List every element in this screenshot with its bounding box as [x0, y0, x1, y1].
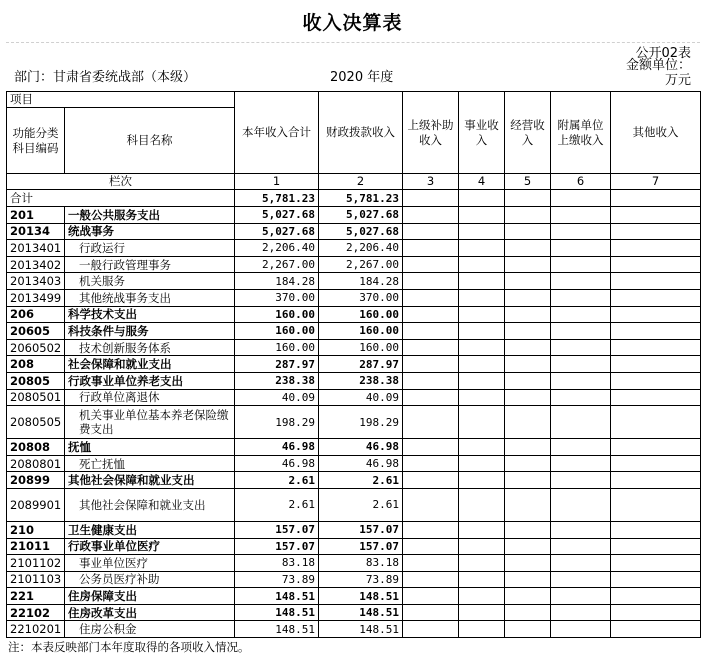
empty-cell — [505, 339, 551, 356]
subject-name: 住房公积金 — [65, 621, 235, 638]
empty-cell — [611, 339, 701, 356]
empty-cell — [611, 555, 701, 572]
total-income: 2,267.00 — [235, 256, 319, 273]
fiscal-income: 160.00 — [319, 323, 403, 340]
empty-cell — [611, 289, 701, 306]
table-row — [7, 488, 701, 521]
total-income: 370.00 — [235, 289, 319, 306]
empty-cell — [403, 406, 459, 439]
subject-code: 2013401 — [7, 240, 65, 257]
subject-code: 2101103 — [7, 571, 65, 588]
empty-cell — [611, 372, 701, 389]
fiscal-income: 2,267.00 — [319, 256, 403, 273]
empty-cell — [551, 240, 611, 257]
subject-name: 事业单位医疗 — [65, 555, 235, 572]
empty-cell — [611, 207, 701, 224]
empty-cell — [403, 207, 459, 224]
subject-name: 卫生健康支出 — [65, 521, 235, 538]
empty-cell — [403, 256, 459, 273]
divider — [6, 42, 700, 44]
unit-line2: 万元 — [664, 73, 691, 88]
total-income: 40.09 — [235, 389, 319, 406]
subject-code: 2013499 — [7, 289, 65, 306]
fiscal-income: 46.98 — [319, 439, 403, 456]
empty-cell — [611, 406, 701, 439]
fiscal-income: 73.89 — [319, 571, 403, 588]
table-row — [7, 372, 701, 389]
subject-name: 其他社会保障和就业支出 — [65, 488, 235, 521]
empty-cell — [611, 439, 701, 456]
empty-cell — [459, 273, 505, 290]
empty-cell — [551, 455, 611, 472]
fiscal-income: 198.29 — [319, 406, 403, 439]
empty-cell — [459, 538, 505, 555]
empty-cell — [551, 223, 611, 240]
total-income: 5,027.68 — [235, 207, 319, 224]
empty-cell — [551, 306, 611, 323]
empty-cell — [505, 439, 551, 456]
empty-cell — [505, 323, 551, 340]
subject-code: 2210201 — [7, 621, 65, 638]
unit-label — [626, 58, 691, 88]
col-num: 7 — [611, 174, 701, 190]
subject-code: 2060502 — [7, 339, 65, 356]
empty-cell — [551, 289, 611, 306]
empty-cell — [459, 323, 505, 340]
total-c1: 5,781.23 — [235, 190, 319, 207]
table-row — [7, 323, 701, 340]
subject-name: 统战事务 — [65, 223, 235, 240]
empty-cell — [551, 389, 611, 406]
empty-cell — [551, 604, 611, 621]
empty-cell — [403, 555, 459, 572]
empty-cell — [459, 207, 505, 224]
empty-cell — [459, 621, 505, 638]
subject-name: 机关服务 — [65, 273, 235, 290]
subject-name: 一般行政管理事务 — [65, 256, 235, 273]
table-row — [7, 223, 701, 240]
empty-cell — [459, 406, 505, 439]
empty-cell — [505, 555, 551, 572]
empty-cell — [459, 472, 505, 489]
fiscal-income: 40.09 — [319, 389, 403, 406]
empty-cell — [403, 538, 459, 555]
empty-cell — [459, 356, 505, 373]
empty-cell — [505, 356, 551, 373]
empty-cell — [459, 240, 505, 257]
total-income: 148.51 — [235, 621, 319, 638]
fiscal-income: 238.38 — [319, 372, 403, 389]
empty-cell — [505, 455, 551, 472]
subject-code: 2089901 — [7, 488, 65, 521]
empty-cell — [611, 604, 701, 621]
empty-cell — [611, 389, 701, 406]
page-title: 收入决算表 — [302, 12, 403, 34]
subject-code: 20899 — [7, 472, 65, 489]
col-num: 5 — [505, 174, 551, 190]
empty-cell — [505, 306, 551, 323]
empty-cell — [551, 538, 611, 555]
table-row — [7, 240, 701, 257]
fiscal-income: 148.51 — [319, 621, 403, 638]
subject-code: 20805 — [7, 372, 65, 389]
total-label: 合计 — [7, 190, 235, 207]
empty-cell — [505, 571, 551, 588]
empty-cell — [505, 240, 551, 257]
subject-code: 20134 — [7, 223, 65, 240]
subject-name: 科技条件与服务 — [65, 323, 235, 340]
empty-cell — [611, 256, 701, 273]
empty-cell — [611, 455, 701, 472]
subject-code: 208 — [7, 356, 65, 373]
header-col6: 附属单位上缴收入 — [551, 92, 611, 174]
subject-code: 21011 — [7, 538, 65, 555]
empty-cell — [551, 356, 611, 373]
empty-cell — [551, 256, 611, 273]
table-row — [7, 555, 701, 572]
total-income: 46.98 — [235, 439, 319, 456]
subject-name: 行政事业单位养老支出 — [65, 372, 235, 389]
table-row — [7, 289, 701, 306]
fiscal-income: 370.00 — [319, 289, 403, 306]
table-row — [7, 604, 701, 621]
header-col2: 财政拨款收入 — [319, 92, 403, 174]
col-num: 1 — [235, 174, 319, 190]
fiscal-income: 5,027.68 — [319, 223, 403, 240]
empty-cell — [505, 521, 551, 538]
total-income: 2,206.40 — [235, 240, 319, 257]
total-income: 5,027.68 — [235, 223, 319, 240]
empty-cell — [459, 604, 505, 621]
header-func-code: 功能分类科目编码 — [7, 108, 65, 174]
empty-cell — [403, 472, 459, 489]
table-row — [7, 406, 701, 439]
empty-cell — [505, 472, 551, 489]
header-subject-name: 科目名称 — [65, 108, 235, 174]
total-income: 238.38 — [235, 372, 319, 389]
empty-cell — [611, 356, 701, 373]
fiscal-income: 160.00 — [319, 339, 403, 356]
empty-cell — [611, 571, 701, 588]
total-income: 198.29 — [235, 406, 319, 439]
fiscal-income: 46.98 — [319, 455, 403, 472]
fiscal-income: 5,027.68 — [319, 207, 403, 224]
empty-cell — [459, 571, 505, 588]
empty-cell — [551, 273, 611, 290]
table-row — [7, 571, 701, 588]
empty-cell — [403, 356, 459, 373]
year-label: 2020 年度 — [330, 70, 394, 85]
empty-cell — [551, 621, 611, 638]
subject-code: 2080505 — [7, 406, 65, 439]
total-income: 73.89 — [235, 571, 319, 588]
empty-cell — [403, 306, 459, 323]
empty-cell — [611, 240, 701, 257]
empty-cell — [611, 538, 701, 555]
empty-cell — [551, 439, 611, 456]
empty-cell — [505, 488, 551, 521]
total-row — [7, 190, 701, 207]
fiscal-income: 2,206.40 — [319, 240, 403, 257]
empty-cell — [611, 472, 701, 489]
table-row — [7, 538, 701, 555]
total-income: 2.61 — [235, 488, 319, 521]
empty-cell — [403, 488, 459, 521]
empty-cell — [459, 256, 505, 273]
empty-cell — [551, 555, 611, 572]
empty-cell — [403, 439, 459, 456]
subject-name: 社会保障和就业支出 — [65, 356, 235, 373]
col-num: 3 — [403, 174, 459, 190]
header-col3: 上级补助收入 — [403, 92, 459, 174]
unit-line1: 金额单位： — [625, 58, 691, 73]
subject-code: 2013402 — [7, 256, 65, 273]
table-row — [7, 389, 701, 406]
fiscal-income: 148.51 — [319, 588, 403, 605]
fiscal-income: 2.61 — [319, 472, 403, 489]
subject-name: 公务员医疗补助 — [65, 571, 235, 588]
empty-cell — [403, 240, 459, 257]
header-row-label: 栏次 — [7, 174, 235, 190]
subject-code: 2080501 — [7, 389, 65, 406]
subject-code: 20808 — [7, 439, 65, 456]
empty-cell — [459, 521, 505, 538]
empty-cell — [505, 207, 551, 224]
total-income: 148.51 — [235, 604, 319, 621]
total-income: 2.61 — [235, 472, 319, 489]
empty-cell — [403, 323, 459, 340]
empty-cell — [611, 223, 701, 240]
empty-cell — [459, 439, 505, 456]
empty-cell — [551, 521, 611, 538]
empty-cell — [403, 289, 459, 306]
empty-cell — [459, 555, 505, 572]
table-row — [7, 521, 701, 538]
table-row — [7, 273, 701, 290]
empty-cell — [505, 289, 551, 306]
empty-cell — [551, 323, 611, 340]
subject-code: 210 — [7, 521, 65, 538]
empty-cell — [403, 604, 459, 621]
fiscal-income: 157.07 — [319, 538, 403, 555]
fiscal-income: 83.18 — [319, 555, 403, 572]
empty-cell — [459, 455, 505, 472]
total-income: 157.07 — [235, 521, 319, 538]
total-income: 160.00 — [235, 339, 319, 356]
subject-code: 2101102 — [7, 555, 65, 572]
col-num: 4 — [459, 174, 505, 190]
table-row — [7, 472, 701, 489]
subject-name: 科学技术支出 — [65, 306, 235, 323]
subject-name: 死亡抚恤 — [65, 455, 235, 472]
header-col5: 经营收入 — [505, 92, 551, 174]
empty-cell — [551, 372, 611, 389]
empty-cell — [551, 339, 611, 356]
empty-cell — [505, 273, 551, 290]
empty-cell — [459, 389, 505, 406]
empty-cell — [611, 273, 701, 290]
header-item: 项目 — [7, 92, 235, 108]
table-row — [7, 256, 701, 273]
empty-cell — [505, 372, 551, 389]
subject-name: 行政运行 — [65, 240, 235, 257]
empty-cell — [505, 389, 551, 406]
subject-name: 抚恤 — [65, 439, 235, 456]
empty-cell — [551, 406, 611, 439]
fiscal-income: 2.61 — [319, 488, 403, 521]
subject-code: 221 — [7, 588, 65, 605]
total-c2: 5,781.23 — [319, 190, 403, 207]
subject-name: 一般公共服务支出 — [65, 207, 235, 224]
subject-name: 住房改革支出 — [65, 604, 235, 621]
empty-cell — [611, 621, 701, 638]
empty-cell — [505, 256, 551, 273]
empty-cell — [505, 588, 551, 605]
total-income: 157.07 — [235, 538, 319, 555]
total-income: 46.98 — [235, 455, 319, 472]
table-row — [7, 356, 701, 373]
empty-cell — [403, 223, 459, 240]
subject-code: 206 — [7, 306, 65, 323]
empty-cell — [459, 289, 505, 306]
empty-cell — [403, 455, 459, 472]
subject-code: 2080801 — [7, 455, 65, 472]
empty-cell — [459, 488, 505, 521]
empty-cell — [505, 538, 551, 555]
subject-name: 技术创新服务体系 — [65, 339, 235, 356]
form-code: 公开02表 — [635, 46, 691, 61]
table-row — [7, 306, 701, 323]
total-income: 148.51 — [235, 588, 319, 605]
subject-name: 住房保障支出 — [65, 588, 235, 605]
total-income: 287.97 — [235, 356, 319, 373]
empty-cell — [505, 223, 551, 240]
table-row — [7, 439, 701, 456]
subject-name: 行政单位离退休 — [65, 389, 235, 406]
table-row — [7, 455, 701, 472]
department-label: 部门：甘肃省委统战部（本级） — [14, 70, 197, 85]
empty-cell — [611, 488, 701, 521]
empty-cell — [459, 372, 505, 389]
empty-cell — [459, 339, 505, 356]
empty-cell — [611, 521, 701, 538]
empty-cell — [403, 621, 459, 638]
empty-cell — [403, 571, 459, 588]
subject-code: 20605 — [7, 323, 65, 340]
subject-code: 201 — [7, 207, 65, 224]
fiscal-income: 160.00 — [319, 306, 403, 323]
empty-cell — [459, 223, 505, 240]
header-col4: 事业收入 — [459, 92, 505, 174]
empty-cell — [403, 339, 459, 356]
table-row — [7, 339, 701, 356]
fiscal-income: 287.97 — [319, 356, 403, 373]
subject-name: 其他社会保障和就业支出 — [65, 472, 235, 489]
empty-cell — [611, 588, 701, 605]
subject-code: 22102 — [7, 604, 65, 621]
empty-cell — [403, 588, 459, 605]
empty-cell — [459, 306, 505, 323]
income-table — [6, 91, 701, 638]
subject-name: 其他统战事务支出 — [65, 289, 235, 306]
header-col7: 其他收入 — [611, 92, 701, 174]
empty-cell — [403, 273, 459, 290]
empty-cell — [611, 323, 701, 340]
empty-cell — [551, 488, 611, 521]
fiscal-income: 184.28 — [319, 273, 403, 290]
total-income: 184.28 — [235, 273, 319, 290]
table-row — [7, 207, 701, 224]
empty-cell — [505, 406, 551, 439]
fiscal-income: 157.07 — [319, 521, 403, 538]
empty-cell — [505, 604, 551, 621]
col-num: 6 — [551, 174, 611, 190]
total-income: 83.18 — [235, 555, 319, 572]
empty-cell — [403, 372, 459, 389]
header-col1: 本年收入合计 — [235, 92, 319, 174]
empty-cell — [551, 472, 611, 489]
subject-name: 行政事业单位医疗 — [65, 538, 235, 555]
footnote: 注：本表反映部门本年度取得的各项收入情况。 — [8, 640, 250, 654]
empty-cell — [551, 207, 611, 224]
empty-cell — [403, 521, 459, 538]
empty-cell — [551, 588, 611, 605]
empty-cell — [403, 389, 459, 406]
table-row — [7, 621, 701, 638]
table-row — [7, 588, 701, 605]
subject-name: 机关事业单位基本养老保险缴费支出 — [65, 406, 235, 439]
fiscal-income: 148.51 — [319, 604, 403, 621]
col-num: 2 — [319, 174, 403, 190]
empty-cell — [611, 306, 701, 323]
total-income: 160.00 — [235, 306, 319, 323]
empty-cell — [551, 571, 611, 588]
empty-cell — [459, 588, 505, 605]
empty-cell — [505, 621, 551, 638]
subject-code: 2013403 — [7, 273, 65, 290]
total-income: 160.00 — [235, 323, 319, 340]
